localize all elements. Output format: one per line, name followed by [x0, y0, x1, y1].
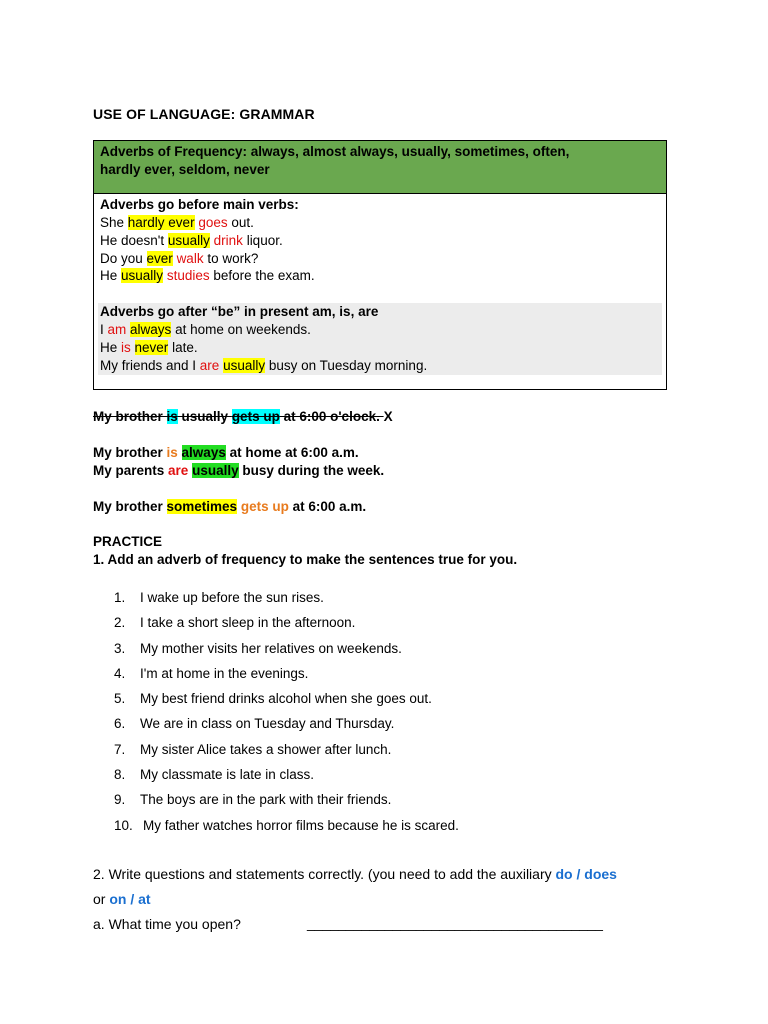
be-verb: is — [121, 340, 131, 355]
main-verb: walk — [176, 251, 204, 266]
section2-instruction: 2. Write questions and statements correctly. (you need to add the auxiliary do / does — [93, 866, 617, 882]
wrong-mark: X — [383, 409, 393, 424]
adverb: sometimes — [166, 499, 238, 514]
list-item: 5. My best friend drinks alcohol when she goes out. — [114, 691, 432, 707]
practice-instruction: 1. Add an adverb of frequency to make the sentences true for you. — [93, 552, 518, 567]
list-item: 9. The boys are in the park with their friends. — [114, 792, 392, 808]
list-item: 10. My father watches horror films because he is scared. — [114, 817, 459, 833]
before-heading: Adverbs go before main verbs: — [100, 197, 299, 212]
before-sentence-2: He doesn't usually drink liquor. — [100, 233, 283, 248]
list-item: 7. My sister Alice takes a shower after lunch. — [114, 741, 392, 757]
be-verb: are — [199, 358, 220, 373]
be-sentence-3: My friends and I are usually busy on Tuesday morning. — [100, 358, 428, 373]
wrong-example: My brother is usually gets up at 6:00 o'clock. X — [93, 409, 393, 424]
adverb: hardly ever — [127, 215, 195, 230]
adverb: never — [134, 340, 169, 355]
list-item: 4. I'm at home in the evenings. — [114, 665, 309, 681]
example-2: My parents are usually busy during the week. — [93, 463, 385, 478]
be-verb: is — [166, 445, 178, 460]
be-verb: are — [168, 463, 189, 478]
box-header — [94, 141, 666, 194]
adverb: usually — [167, 233, 210, 248]
be-sentence-2: He is never late. — [100, 340, 198, 355]
adverb: always — [181, 445, 226, 460]
before-sentence-4: He usually studies before the exam. — [100, 268, 315, 283]
grammar-box — [93, 140, 667, 390]
be-sentence-1: I am always at home on weekends. — [100, 322, 311, 337]
be-verb: is — [166, 409, 178, 424]
header-line-1: Adverbs of Frequency: always, almost always, usually, sometimes, often, — [100, 144, 570, 159]
main-verb: drink — [213, 233, 243, 248]
adverb: usually — [192, 463, 239, 478]
page-title: USE OF LANGUAGE: GRAMMAR — [93, 106, 315, 122]
section2-instruction-cont: or on / at — [93, 891, 151, 907]
preposition-hint: on / at — [109, 891, 151, 907]
adverb: usually — [121, 268, 164, 283]
practice-heading: PRACTICE — [93, 534, 163, 549]
main-verb: gets up — [240, 499, 289, 514]
list-item: 6. We are in class on Tuesday and Thursday. — [114, 716, 395, 732]
before-sentence-3: Do you ever walk to work? — [100, 251, 259, 266]
adverb: usually — [223, 358, 266, 373]
before-sentence-1: She hardly ever goes out. — [100, 215, 254, 230]
be-verb: am — [107, 322, 127, 337]
adverb: always — [130, 322, 172, 337]
auxiliary-hint: do / does — [555, 866, 617, 882]
list-item: 2. I take a short sleep in the afternoon. — [114, 615, 356, 631]
example-1: My brother is always at home at 6:00 a.m. — [93, 445, 359, 460]
list-item: 3. My mother visits her relatives on weekends. — [114, 640, 402, 656]
example-3: My brother sometimes gets up at 6:00 a.m. — [93, 499, 367, 514]
answer-blank[interactable]: ______________________________________ — [307, 915, 603, 931]
main-verb: goes — [198, 215, 228, 230]
list-item: 8. My classmate is late in class. — [114, 767, 315, 783]
after-heading: Adverbs go after “be” in present am, is, are — [100, 304, 379, 319]
main-verb: gets up — [231, 409, 280, 424]
header-line-2: hardly ever, seldom, never — [100, 162, 270, 177]
adverb: ever — [146, 251, 173, 266]
list-item: 1. I wake up before the sun rises. — [114, 590, 324, 605]
main-verb: studies — [166, 268, 210, 283]
practice-list — [114, 589, 459, 842]
question-a: a. What time you open? — [93, 916, 241, 932]
